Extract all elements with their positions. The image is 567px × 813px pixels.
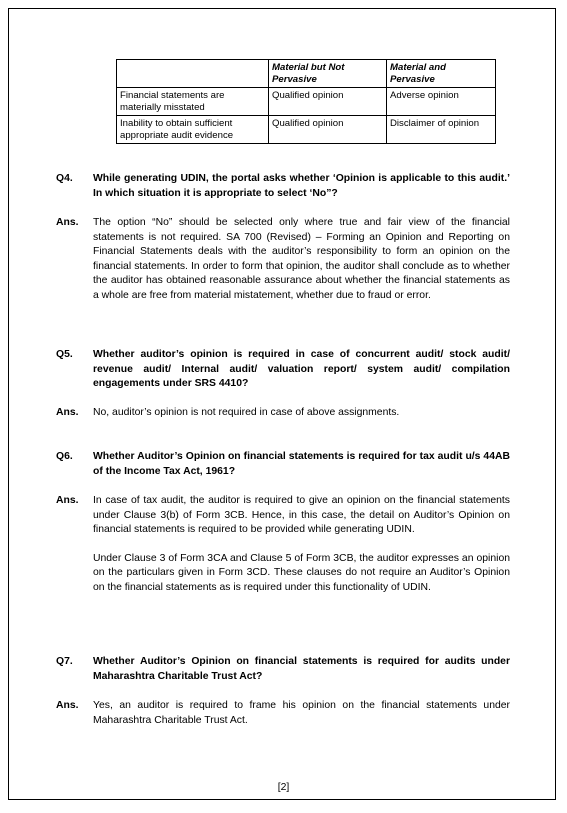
question-label: Q5. [56, 349, 73, 360]
page-number: [2] [277, 782, 290, 793]
answer-q7 [56, 699, 510, 728]
question-text: Whether Auditor’s Opinion on financial statements is required for audits under Maharashtra Charitable Trust Act? [93, 656, 510, 682]
table-cell: Financial statements are materially misstated [117, 88, 269, 116]
table-cell: Qualified opinion [269, 116, 387, 144]
table-header-cell: Material and Pervasive [387, 60, 496, 88]
answer-text: No, auditor’s opinion is not required in case of above assignments. [93, 407, 400, 418]
question-label: Q4. [56, 173, 73, 184]
question-text: While generating UDIN, the portal asks whether ‘Opinion is applicable to this audit.’ In which situation it is appropriate to select ‘No”? [93, 173, 510, 199]
table-row [117, 88, 496, 116]
table-cell: Adverse opinion [387, 88, 496, 116]
question-text: Whether Auditor’s Opinion on financial statements is required for tax audit u/s 44AB of the Income Tax Act, 1961? [93, 451, 510, 477]
question-q6 [56, 450, 510, 479]
opinion-matrix-table [116, 59, 496, 144]
answer-label: Ans. [56, 407, 79, 418]
table-cell: Inability to obtain sufficient appropriate audit evidence [117, 116, 269, 144]
answer-q5 [56, 406, 510, 421]
answer-q6 [56, 494, 510, 596]
table-header-row [117, 60, 496, 88]
answer-text: In case of tax audit, the auditor is required to give an opinion on the financial statements under Clause 3(b) of Form 3CB. Hence, in this case, the detail on Auditor’s Opinion on financial statements is required to be provided while generating UDIN. [93, 495, 510, 536]
question-q7 [56, 655, 510, 684]
question-label: Q6. [56, 451, 73, 462]
answer-text: Under Clause 3 of Form 3CA and Clause 5 of Form 3CB, the auditor expresses an opinion on the particulars given in Form 3CD. These clauses do not require an Auditor’s Opinion on the financial statements as is required under this functionality of UDIN. [93, 552, 510, 593]
answer-text: The option “No” should be selected only where true and fair view of the financial statements is not required. SA 700 (Revised) – Forming an Opinion and Reporting on Financial Statements deals with the auditor’s responsibility to form an opinion on the financial statements. In order to form that opinion, the auditor shall conclude as to whether the auditor has obtained reasonable assurance about whether the financial statements as a whole are free from material mistatement, whether due to fraud or error. [93, 217, 510, 301]
table-row [117, 116, 496, 144]
question-text: Whether auditor’s opinion is required in case of concurrent audit/ stock audit/ revenue audit/ Internal audit/ valuation report/ system audit/ compilation engagements under SRS 4410? [93, 349, 510, 390]
answer-q4 [56, 216, 510, 304]
question-q5 [56, 348, 510, 392]
question-q4 [56, 172, 510, 201]
table-header-cell: Material but Not Pervasive [269, 60, 387, 88]
answer-label: Ans. [56, 700, 79, 711]
answer-text: Yes, an auditor is required to frame his opinion on the financial statements under Maharashtra Charitable Trust Act. [93, 700, 510, 726]
question-label: Q7. [56, 656, 73, 667]
table-cell: Disclaimer of opinion [387, 116, 496, 144]
table-cell: Qualified opinion [269, 88, 387, 116]
answer-label: Ans. [56, 495, 79, 506]
table-header-cell [117, 60, 269, 88]
answer-label: Ans. [56, 217, 79, 228]
